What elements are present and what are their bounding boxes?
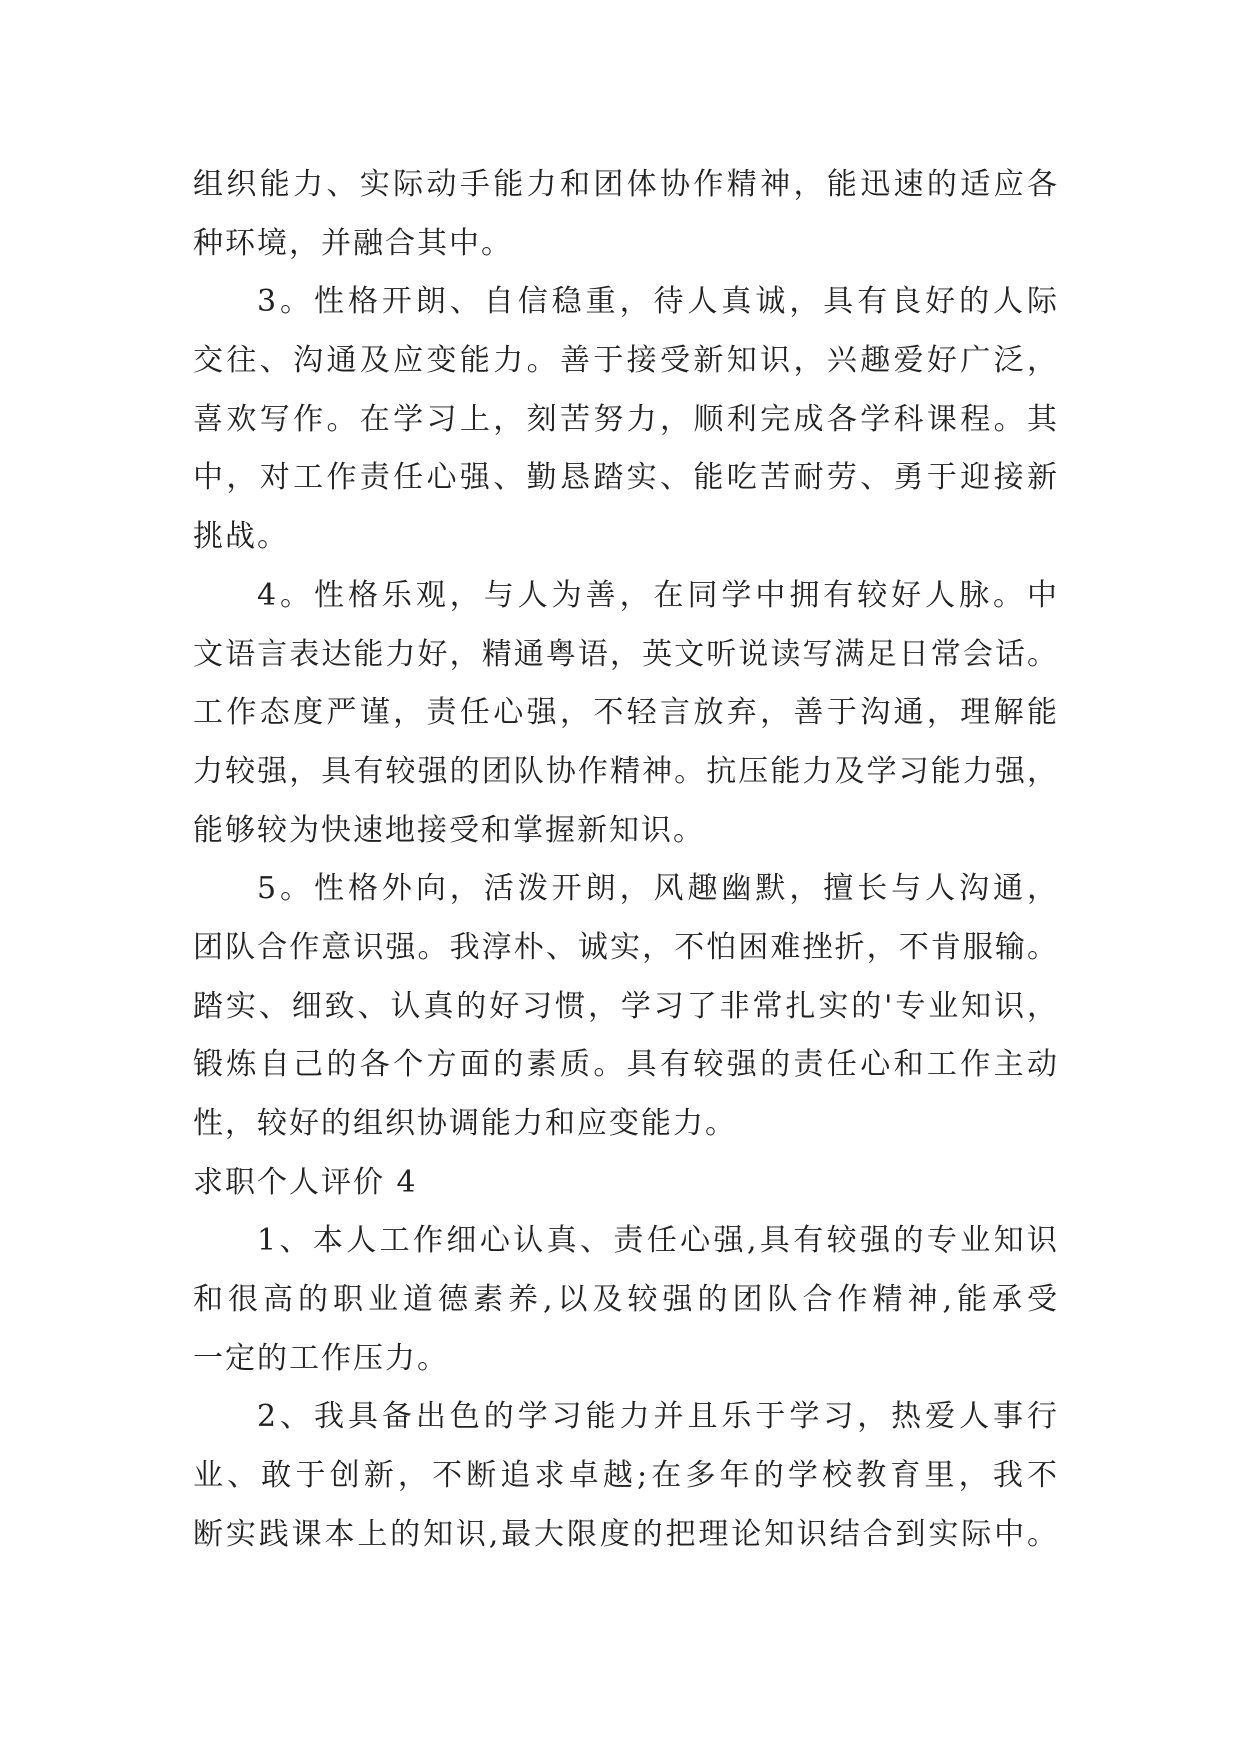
text-line: 组织能力、实际动手能力和团体协作精神，能迅速的适应各 [193, 167, 1059, 202]
text-line: 业、敢于创新，不断追求卓越;在多年的学校教育里，我不 [193, 1458, 1059, 1494]
text-line: 中，对工作责任心强、勤恳踏实、能吃苦耐劳、勇于迎接新 [193, 460, 1059, 496]
paragraph [193, 567, 1059, 860]
paragraph [193, 860, 1059, 1153]
text-line: 和很高的职业道德素养,以及较强的团队合作精神,能承受 [193, 1282, 1059, 1318]
text-line: 5。性格外向，活泼开朗，风趣幽默，擅长与人沟通， [257, 871, 1059, 907]
text-line: 1、本人工作细心认真、责任心强,具有较强的专业知识 [257, 1223, 1059, 1259]
text-line: 一定的工作压力。 [193, 1340, 449, 1376]
paragraph [193, 156, 1059, 273]
text-line: 断实践课本上的知识,最大限度的把理论知识结合到实际中。 [193, 1516, 1059, 1552]
text-line: 种环境，并融合其中。 [193, 225, 513, 261]
section-heading: 求职个人评价 4 [193, 1164, 418, 1200]
text-line: 能够较为快速地接受和掌握新知识。 [193, 812, 705, 848]
text-line: 力较强，具有较强的团队协作精神。抗压能力及学习能力强， [193, 753, 1059, 789]
text-line: 挑战。 [193, 519, 289, 555]
text-line: 4。性格乐观，与人为善，在同学中拥有较好人脉。中 [257, 577, 1059, 613]
text-line: 性，较好的组织协调能力和应变能力。 [193, 1106, 737, 1141]
paragraph [193, 273, 1059, 566]
text-line: 文语言表达能力好，精通粤语，英文听说读写满足日常会话。 [193, 636, 1059, 672]
document-page [193, 156, 1059, 1565]
text-line: 踏实、细致、认真的好习惯，学习了非常扎实的'专业知识， [193, 988, 1059, 1024]
text-line: 3。性格开朗、自信稳重，待人真诚，具有良好的人际 [257, 284, 1059, 320]
text-line: 工作态度严谨，责任心强，不轻言放弃，善于沟通，理解能 [193, 695, 1059, 731]
paragraph [193, 1388, 1059, 1564]
text-line: 2、我具备出色的学习能力并且乐于学习，热爱人事行 [257, 1399, 1059, 1435]
paragraph [193, 1212, 1059, 1388]
text-line: 团队合作意识强。我淳朴、诚实，不怕困难挫折，不肯服输。 [193, 929, 1059, 965]
text-line: 交往、沟通及应变能力。善于接受新知识，兴趣爱好广泛， [193, 343, 1059, 379]
text-line: 锻炼自己的各个方面的素质。具有较强的责任心和工作主动 [193, 1047, 1059, 1083]
text-line: 喜欢写作。在学习上，刻苦努力，顺利完成各学科课程。其 [193, 401, 1059, 437]
section [193, 1154, 1059, 1565]
